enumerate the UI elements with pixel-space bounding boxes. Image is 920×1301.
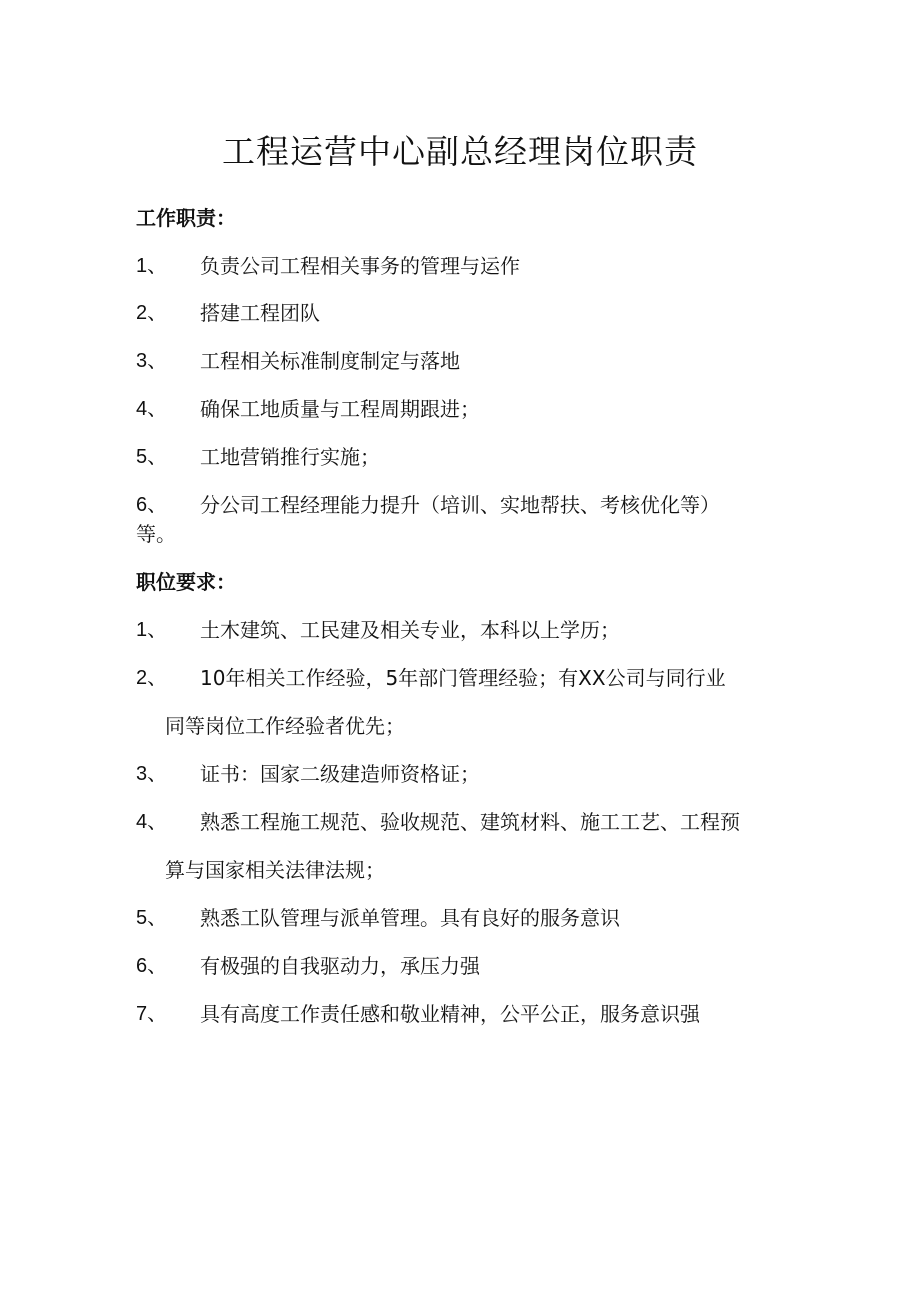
item-number: 4、 [136,811,168,833]
item-number: 6、 [136,955,168,977]
item-number: 4、 [136,398,168,420]
section-heading-requirements: 职位要求： [136,570,236,594]
item-text: 工地营销推行实施； [200,445,380,469]
item-text-continuation: 同等岗位工作经验者优先； [165,714,405,738]
item-text: 证书：国家二级建造师资格证； [200,762,480,786]
item-text: 熟悉工队管理与派单管理。具有良好的服务意识 [200,906,620,930]
item-text-continuation: 等。 [136,522,176,546]
item-number: 3、 [136,350,168,372]
item-text: 搭建工程团队 [200,301,320,325]
item-number: 1、 [136,619,168,641]
item-number: 5、 [136,446,168,468]
item-text: 有极强的自我驱动力，承压力强 [200,954,480,978]
item-number: 3、 [136,763,168,785]
list-item [136,492,796,548]
item-text: 负责公司工程相关事务的管理与运作 [200,254,520,278]
item-number: 7、 [136,1003,168,1025]
item-number: 1、 [136,255,168,277]
item-number: 2、 [136,302,168,324]
list-item [136,665,796,745]
list-item [136,809,796,889]
document-title: 工程运营中心副总经理岗位职责 [222,132,698,171]
item-text: 确保工地质量与工程周期跟进； [200,397,480,421]
item-text: 熟悉工程施工规范、验收规范、建筑材料、施工工艺、工程预 [200,810,740,834]
section-heading-duties: 工作职责： [136,206,236,230]
item-text: 土木建筑、工民建及相关专业，本科以上学历； [200,618,620,642]
item-text: 分公司工程经理能力提升（培训、实地帮扶、考核优化等） [200,493,720,517]
item-text: 工程相关标准制度制定与落地 [200,349,460,373]
item-number: 6、 [136,494,168,516]
item-text: 10年相关工作经验，5年部门管理经验；有XX公司与同行业 [200,666,726,690]
item-text: 具有高度工作责任感和敬业精神，公平公正，服务意识强 [200,1002,700,1026]
item-number: 2、 [136,667,168,689]
item-text-continuation: 算与国家相关法律法规； [165,858,385,882]
item-number: 5、 [136,907,168,929]
